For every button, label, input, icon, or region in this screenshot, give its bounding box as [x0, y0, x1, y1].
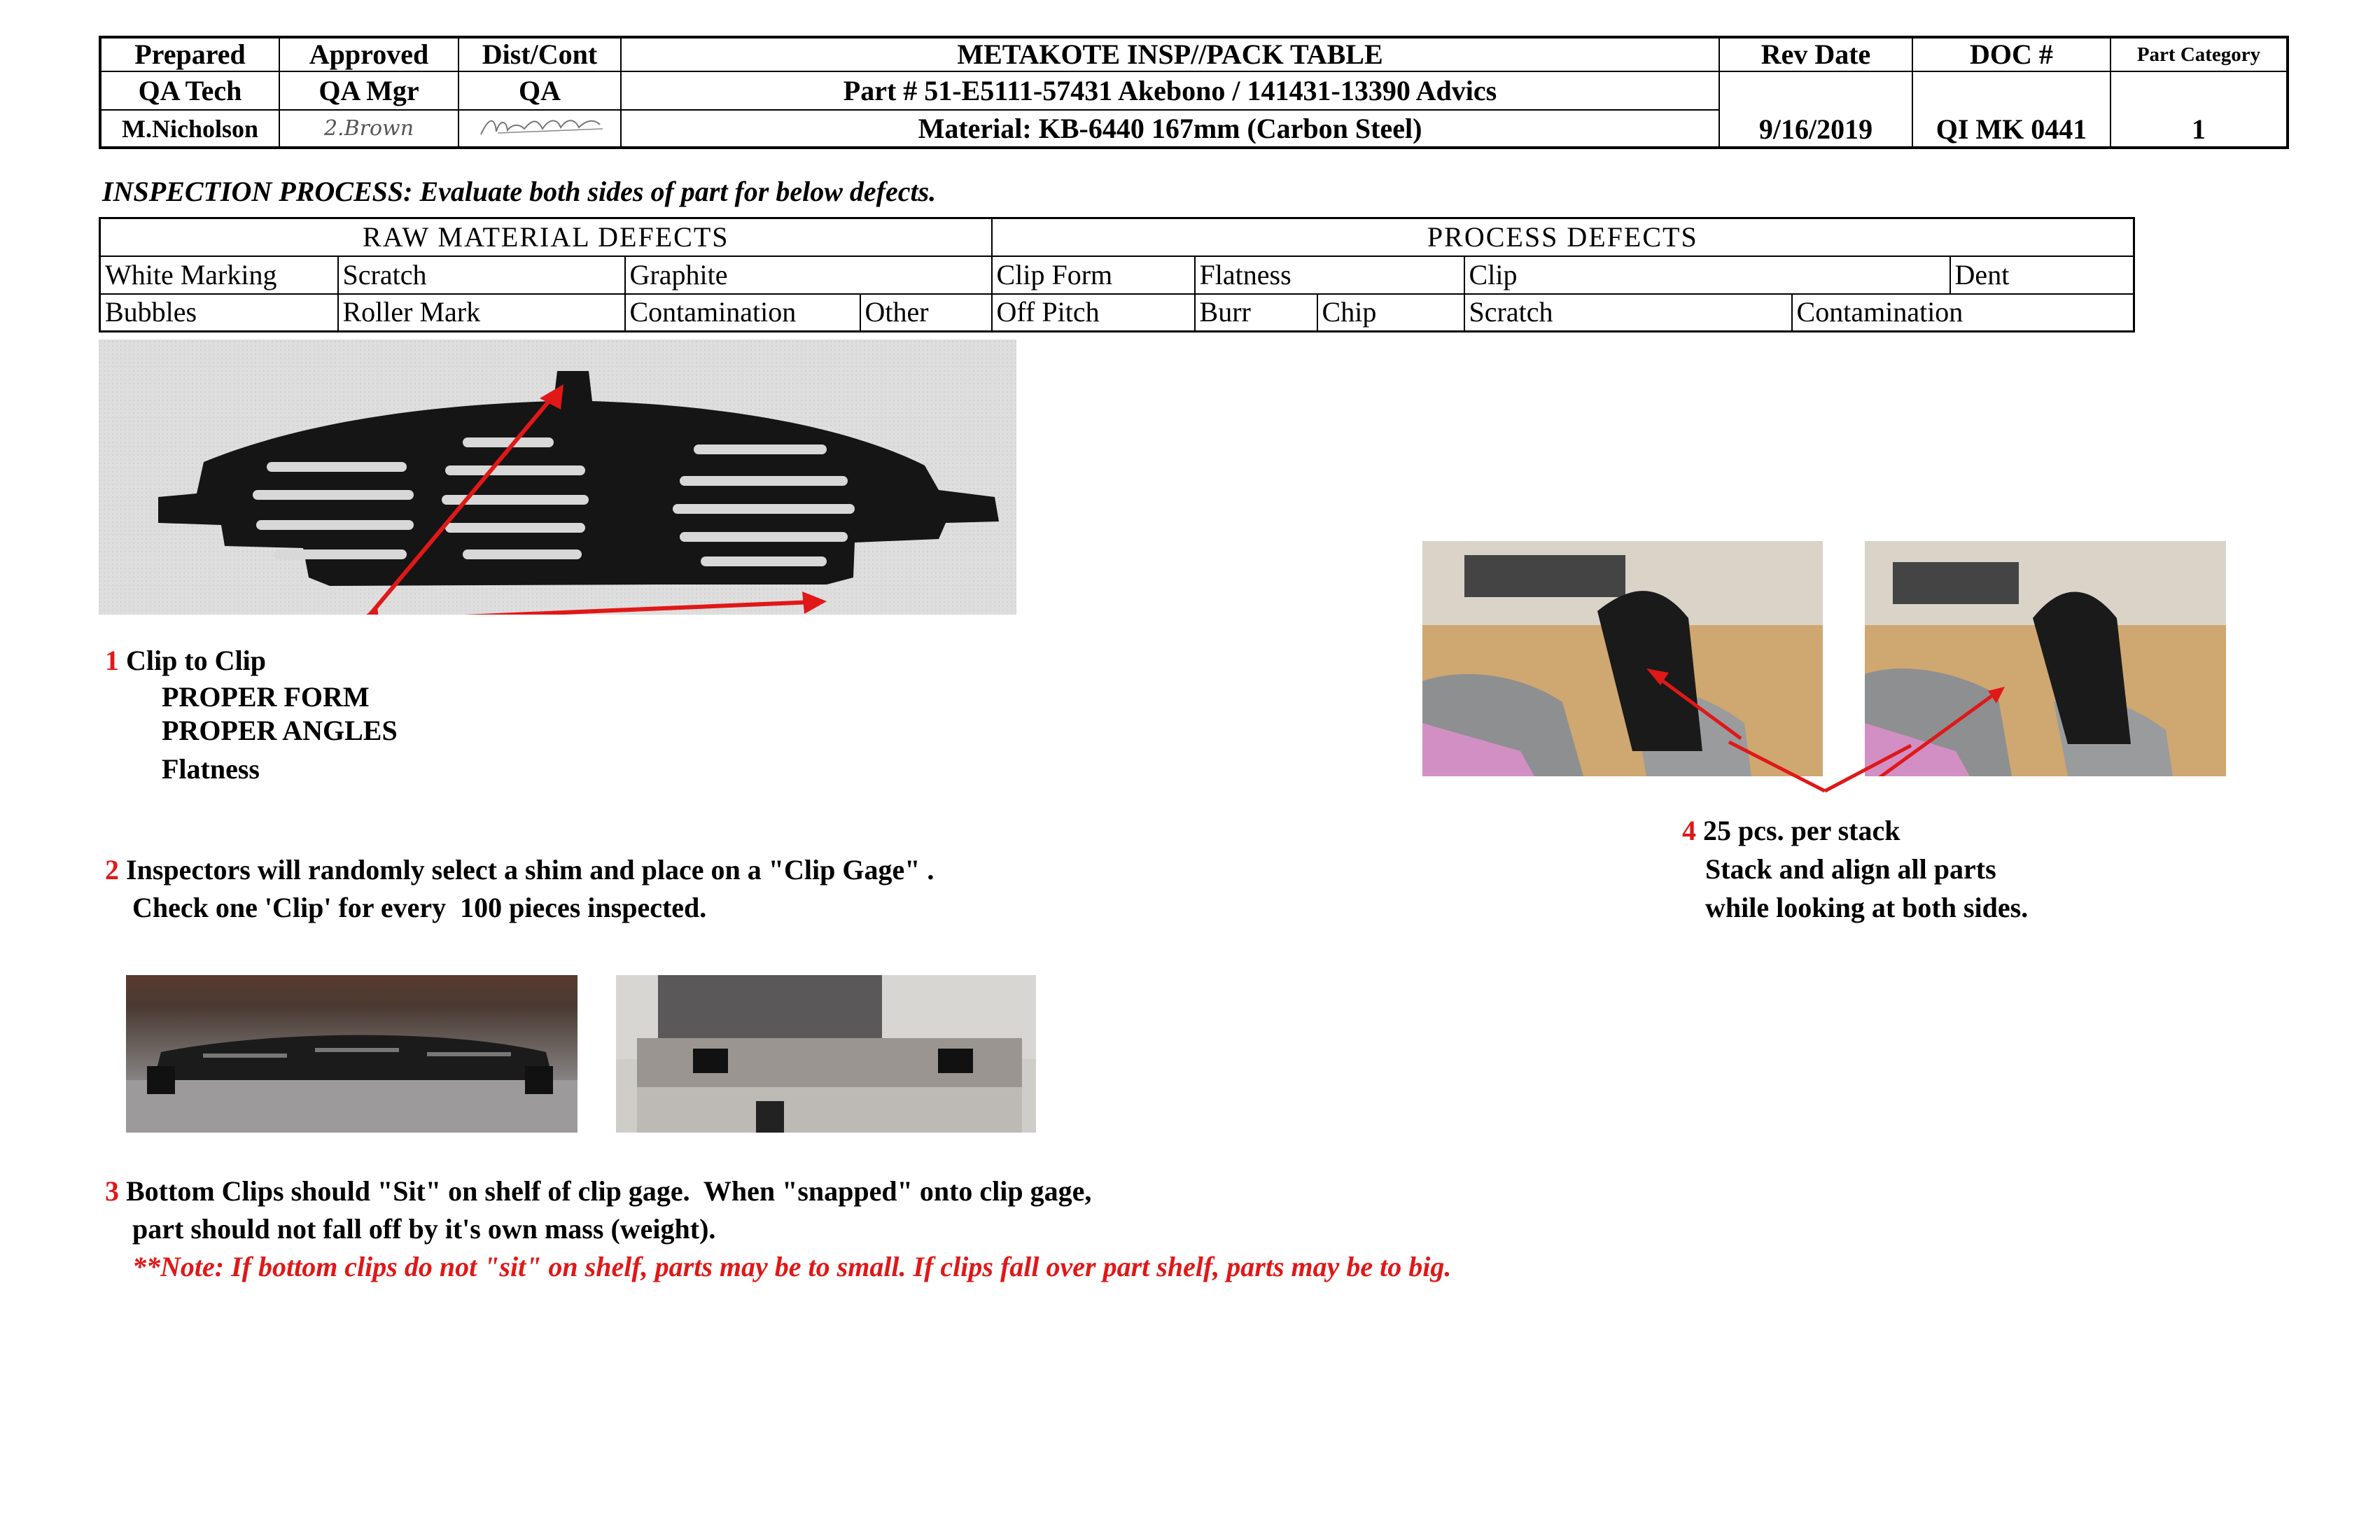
approved-header: Approved	[279, 37, 458, 71]
defect-dent: Dent	[1950, 256, 2134, 294]
defect-clip-form: Clip Form	[992, 256, 1195, 294]
step-1-item: PROPER ANGLES	[162, 715, 398, 746]
defect-graphite: Graphite	[625, 256, 992, 294]
stack-arrows	[1715, 728, 1925, 798]
step-3-note: **Note: If bottom clips do not "sit" on shelf, parts may be to small. If clips fall over part shelf, parts may be to big.	[132, 1251, 1452, 1282]
clip-gage-bench-illustration	[616, 975, 1036, 1133]
step-4-number: 4	[1682, 815, 1696, 846]
process-defects-title: PROCESS DEFECTS	[992, 218, 2134, 256]
step-3-line-1	[105, 1172, 1091, 1210]
step-1-title: Clip to Clip	[126, 645, 267, 676]
defect-roller-mark: Roller Mark	[338, 294, 625, 332]
step-1-number: 1	[105, 645, 119, 676]
step-2-line-1	[105, 851, 934, 889]
document-title: METAKOTE INSP//PACK TABLE	[621, 37, 1719, 71]
part-category-value: 1	[2110, 71, 2288, 148]
step-3-text: Bottom Clips should "Sit" on shelf of clip gage. When "snapped" onto clip gage,	[126, 1175, 1092, 1207]
defect-flatness: Flatness	[1195, 256, 1464, 294]
defect-chip: Chip	[1317, 294, 1464, 332]
clip-gage-photo-1	[126, 975, 578, 1133]
step-1-item: PROPER FORM	[162, 681, 370, 713]
doc-number-value: QI MK 0441	[1912, 71, 2110, 148]
dist-cont-header: Dist/Cont	[458, 37, 621, 71]
approved-signature: 2.Brown	[279, 110, 458, 148]
prepared-name: M.Nicholson	[100, 110, 279, 148]
step-1-item: Flatness	[162, 753, 260, 785]
step-3-line-2: part should not fall off by it's own mass (weight).	[132, 1213, 716, 1245]
clip-gage-photo-2	[616, 975, 1036, 1133]
step-4-text: 25 pcs. per stack	[1703, 815, 1900, 846]
defect-clip: Clip	[1464, 256, 1950, 294]
defect-off-pitch: Off Pitch	[992, 294, 1195, 332]
step-2-line-2: Check one 'Clip' for every 100 pieces inspected.	[132, 892, 707, 923]
defect-burr: Burr	[1195, 294, 1317, 332]
raw-material-defects-title: RAW MATERIAL DEFECTS	[100, 218, 992, 256]
rev-date-value: 9/16/2019	[1719, 71, 1912, 148]
signature-scribble	[470, 111, 610, 141]
step-2-text: Inspectors will randomly select a shim and place on a "Clip Gage" .	[126, 854, 934, 886]
step-1	[105, 642, 266, 680]
inspection-process-heading: INSPECTION PROCESS: Evaluate both sides of part for below defects.	[102, 176, 937, 207]
step-4-line-2: Stack and align all parts	[1705, 853, 1996, 885]
prepared-header: Prepared	[100, 37, 279, 71]
step-4-line-1	[1682, 812, 1900, 850]
step-2-number: 2	[105, 854, 119, 886]
prepared-role: QA Tech	[100, 71, 279, 110]
part-category-header: Part Category	[2110, 37, 2288, 71]
defect-bubbles: Bubbles	[100, 294, 338, 332]
rev-date-header: Rev Date	[1719, 37, 1912, 71]
step-3-number: 3	[105, 1175, 119, 1207]
defect-contamination-raw: Contamination	[625, 294, 860, 332]
part-number: Part # 51-E5111-57431 Akebono / 141431-13390 Advics	[621, 71, 1719, 110]
dist-role: QA	[458, 71, 621, 110]
shim-part-illustration	[99, 340, 1016, 615]
document-header-table	[99, 36, 2289, 149]
clip-gage-illustration	[126, 975, 578, 1133]
defect-white-marking: White Marking	[100, 256, 338, 294]
doc-number-header: DOC #	[1912, 37, 2110, 71]
defect-contamination-process: Contamination	[1792, 294, 2134, 332]
defect-other: Other	[860, 294, 992, 332]
part-outline-photo	[99, 340, 1016, 615]
dist-signature	[458, 110, 621, 148]
step-4-line-3: while looking at both sides.	[1705, 892, 2029, 923]
defects-table	[99, 217, 2135, 332]
approved-role: QA Mgr	[279, 71, 458, 110]
defect-scratch: Scratch	[338, 256, 625, 294]
defect-scratch-process: Scratch	[1464, 294, 1792, 332]
material-spec: Material: KB-6440 167mm (Carbon Steel)	[621, 110, 1719, 148]
